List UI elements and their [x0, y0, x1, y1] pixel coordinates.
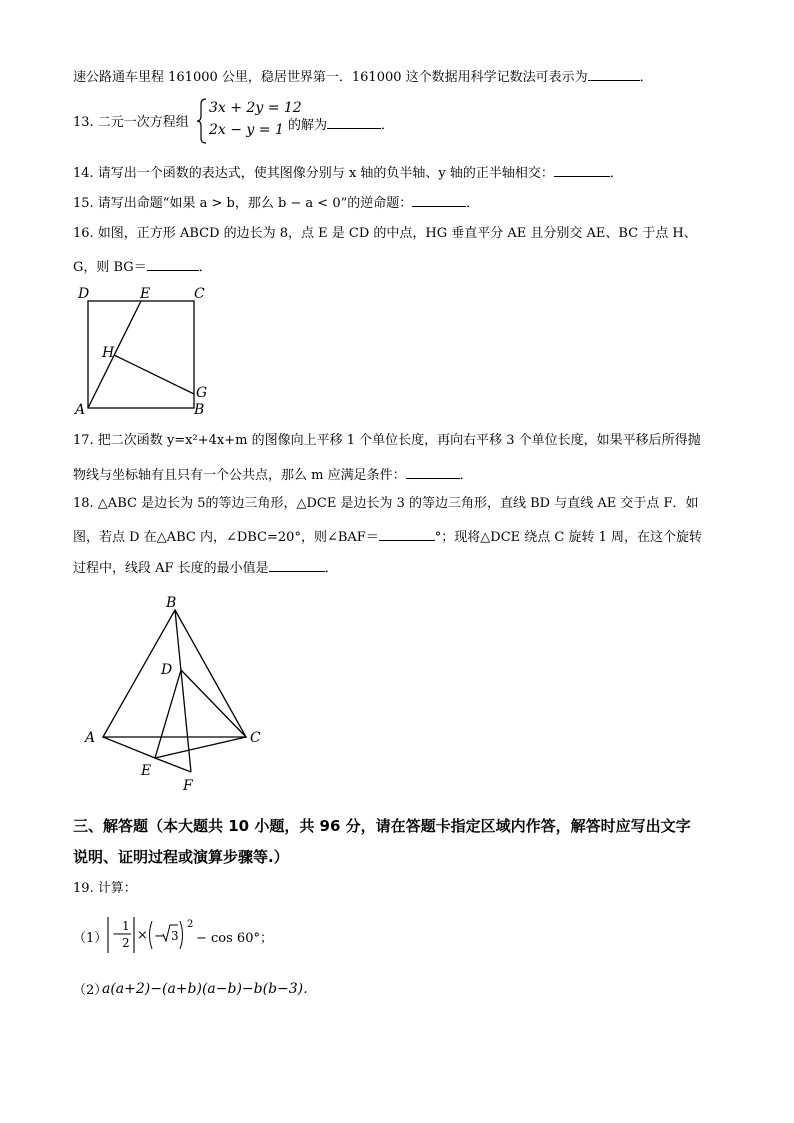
q18-line-2	[73, 526, 702, 547]
q19-title: 19. 计算：	[73, 881, 137, 896]
q18-text-1: 18. △ABC 是边长为 5的等边三角形，△DCE 是边长为 3 的等边三角形，直线 BD 与直线 AE 交于点 F．如	[73, 496, 699, 511]
q15-line	[73, 192, 479, 213]
triangle-abc	[103, 610, 246, 737]
answer-blank[interactable]	[147, 256, 199, 271]
q16-text-2: G，则 BG＝	[73, 260, 147, 275]
svg-text:−: −	[112, 927, 123, 942]
q15-end: ．	[466, 196, 480, 211]
q18-text-2b: °；现将△DCE 绕点 C 旋转 1 周，在这个旋转	[434, 530, 703, 545]
q14-text: 14. 请写出一个函数的表达式，使其图像分别与 x 轴的负半轴、y 轴的正半轴相交：	[73, 166, 554, 181]
segment-hg	[114, 355, 194, 394]
q19-part1-tail: − cos 60°；	[196, 931, 273, 946]
square-figure	[70, 283, 215, 418]
section-heading-1: 三、解答题（本大题共 10 小题，共 96 分，请在答题卡指定区域内作答，解答时应写出文字	[73, 817, 691, 835]
segment-ef	[155, 758, 191, 772]
label-e: E	[140, 286, 151, 302]
svg-text:3: 3	[171, 929, 179, 943]
segment-ae	[103, 737, 155, 758]
q13-prefix: 13. 二元一次方程组	[73, 115, 189, 130]
section-heading-2: 说明、证明过程或演算步骤等.）	[73, 848, 289, 866]
q14-end: ．	[609, 166, 623, 181]
answer-blank[interactable]	[327, 114, 381, 129]
q17-text-1: 17. 把二次函数 y=x²+4x+m 的图像向上平移 1 个单位长度，再向右平移 3 个单位长度，如果平移后所得抛	[73, 433, 701, 448]
q17-end: ．	[459, 468, 473, 483]
q17-line-1	[73, 432, 701, 450]
q16-line-2	[73, 256, 212, 277]
q18-line-1	[73, 495, 699, 513]
answer-blank[interactable]	[554, 162, 610, 177]
answer-blank[interactable]	[588, 66, 640, 81]
label-f: F	[183, 778, 193, 794]
q16-text-1: 16. 如图，正方形 ABCD 的边长为 8，点 E 是 CD 的中点，HG 垂直平分 AE 且分别交 AE、BC 于点 H、	[73, 226, 697, 241]
label-c: C	[194, 286, 205, 302]
equation-1: 3x + 2y = 12	[209, 100, 302, 116]
q19-part2-expression: a(a+2)−(a+b)(a−b)−b(b−3)．	[102, 981, 318, 997]
label-c: C	[250, 730, 261, 746]
label-g: G	[196, 385, 208, 401]
triangle-dce	[155, 670, 246, 758]
q18-line-3	[73, 557, 338, 578]
svg-text:1: 1	[122, 919, 130, 933]
q14-line	[73, 162, 623, 183]
equation-system	[197, 98, 302, 144]
answer-blank[interactable]	[412, 192, 466, 207]
label-d: D	[161, 662, 173, 678]
label-b: B	[166, 595, 177, 611]
q19-part1-expression	[106, 913, 186, 957]
answer-blank[interactable]	[379, 526, 435, 541]
equation-2: 2x − y = 1	[209, 122, 284, 138]
q13-tail	[288, 114, 394, 135]
q13-end: ．	[381, 118, 395, 133]
label-d: D	[78, 286, 90, 302]
q16-line-1	[73, 225, 697, 243]
label-a: A	[85, 730, 96, 746]
q12-text: 速公路通车里程 161000 公里，稳居世界第一．161000 这个数据用科学记数法可表示为	[73, 70, 588, 85]
q12-end: ．	[639, 70, 653, 85]
q12-line	[73, 66, 653, 87]
svg-text:×: ×	[137, 928, 148, 943]
svg-text:−: −	[154, 929, 165, 944]
q13-post: 的解为	[288, 118, 328, 133]
label-b: B	[194, 402, 205, 418]
q19-part2-label: （2）	[73, 983, 108, 998]
q13-line	[73, 114, 189, 132]
label-e: E	[141, 763, 152, 779]
q15-text: 15. 请写出命题“如果 a > b，那么 b − a < 0”的逆命题：	[73, 196, 413, 211]
segment-ae	[88, 301, 141, 408]
q17-text-2: 物线与坐标轴有且只有一个公共点，那么 m 应满足条件：	[73, 468, 406, 483]
svg-text:2: 2	[122, 936, 130, 950]
triangle-figure	[80, 590, 270, 800]
q18-text-2a: 图，若点 D 在△ABC 内，∠DBC=20°，则∠BAF＝	[73, 530, 379, 545]
q19-part1-label: （1）	[73, 931, 108, 946]
q18-text-3: 过程中，线段 AF 长度的最小值是	[73, 561, 269, 576]
q19-part1-exponent: 2	[187, 919, 194, 930]
q16-end: ．	[198, 260, 212, 275]
answer-blank[interactable]	[269, 557, 325, 572]
label-h: H	[102, 345, 115, 361]
answer-blank[interactable]	[406, 464, 460, 479]
q18-end: ．	[324, 561, 338, 576]
label-a: A	[75, 402, 86, 418]
left-brace-icon	[197, 98, 207, 144]
q17-line-2	[73, 464, 473, 485]
